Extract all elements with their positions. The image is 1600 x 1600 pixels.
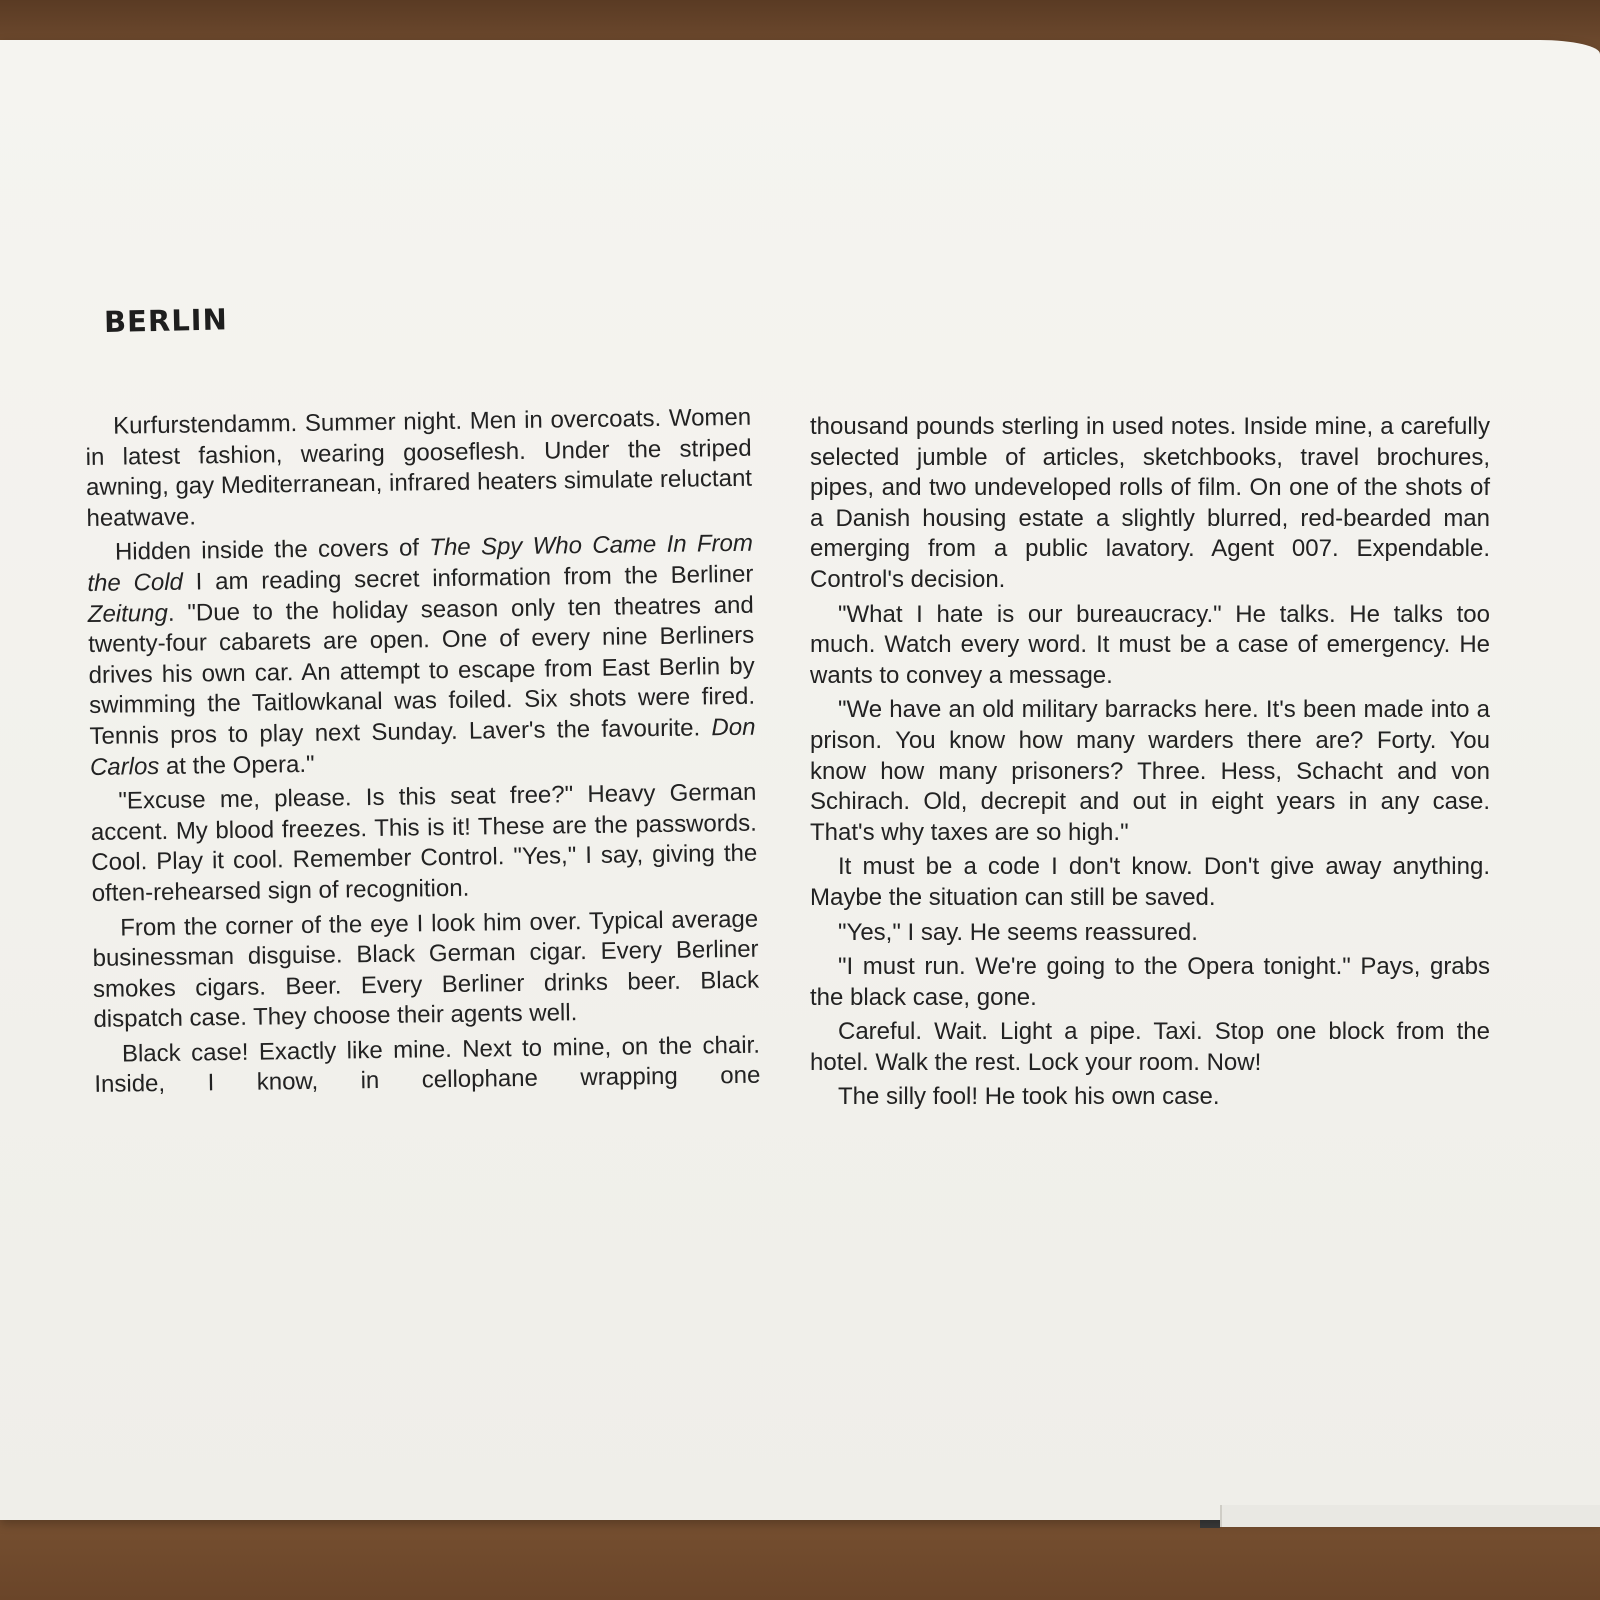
underlying-page-edge [1220, 1505, 1600, 1527]
page-title: BERLIN [103, 302, 229, 339]
paragraph: The silly fool! He took his own case. [838, 1083, 1220, 1111]
paragraph: thousand pounds sterling in used notes. Inside mine, a carefully selected jumble of articles, sketchbooks, travel brochures, pipes, and two undeveloped rolls of film. On one of the shots of a Danish housing estate a slightly blurred, red-bearded man emerging from a public lavatory. Agent 007. Expendable. Control's decision. [810, 413, 1490, 593]
newspaper-title-italic: Zeitung [87, 599, 169, 628]
paragraph [87, 529, 756, 783]
paragraph: It must be a code I don't know. Don't give away anything. Maybe the situation can still be saved. [810, 853, 1490, 911]
right-column [810, 412, 1490, 1117]
text-run: at the Opera." [159, 750, 315, 780]
paragraph: From the corner of the eye I look him over. Typical average businessman disguise. Black German cigar. Every Berliner smokes cigars. Beer. Every Berliner drinks beer. Black dispatch case. They choose their agents well. [92, 905, 760, 1034]
text-run: Hidden inside the covers of [114, 534, 430, 566]
paragraph: "Excuse me, please. Is this seat free?" Heavy German accent. My blood freezes. This is it! These are the passwords. Cool. Play it cool. Remember Control. "Yes," I say, giving the often-rehearsed sign of recognition. [90, 778, 758, 907]
paragraph: "Yes," I say. He seems reassured. [838, 918, 1198, 946]
paragraph: Black case! Exactly like mine. Next to mine, on the chair. Inside, I know, in cellophane wrapping one [94, 1031, 761, 1099]
paragraph: "We have an old military barracks here. It's been made into a prison. You know how many warders there are? Forty. You know how many prisoners? Three. Hess, Schacht and von Schirach. Old, decrepit and out in eight years in any case. That's why taxes are so high." [810, 696, 1490, 846]
book-page [0, 40, 1600, 1520]
paragraph: Kurfurstendamm. Summer night. Men in overcoats. Women in latest fashion, wearing gooseflesh. Under the striped awning, gay Mediterranean, infrared heaters simulate reluctant heatwave. [85, 403, 753, 532]
book-title-italic: The Spy Who Came In From the Cold [87, 530, 754, 597]
paragraph: "I must run. We're going to the Opera tonight." Pays, grabs the black case, gone. [810, 953, 1490, 1011]
paragraph: "What I hate is our bureaucracy." He talks. He talks too much. Watch every word. It must be a case of emergency. He wants to convey a message. [810, 600, 1490, 689]
text-run: I am reading secret information from the Berliner [182, 560, 754, 596]
opera-title-italic: Don Carlos [89, 713, 756, 781]
text-run: . "Due to the holiday season only ten theatres and twenty-four cabarets are open. One of every nine Berliners drives his own car. An attempt to escape from East Berlin by swimming the Taitlowkanal was foiled. Six shots were fired. Tennis pros to play next Sunday. Laver's the favourite. [88, 591, 756, 750]
left-column [85, 403, 761, 1105]
paragraph: Careful. Wait. Light a pipe. Taxi. Stop one block from the hotel. Walk the rest. Lock your room. Now! [810, 1018, 1490, 1076]
